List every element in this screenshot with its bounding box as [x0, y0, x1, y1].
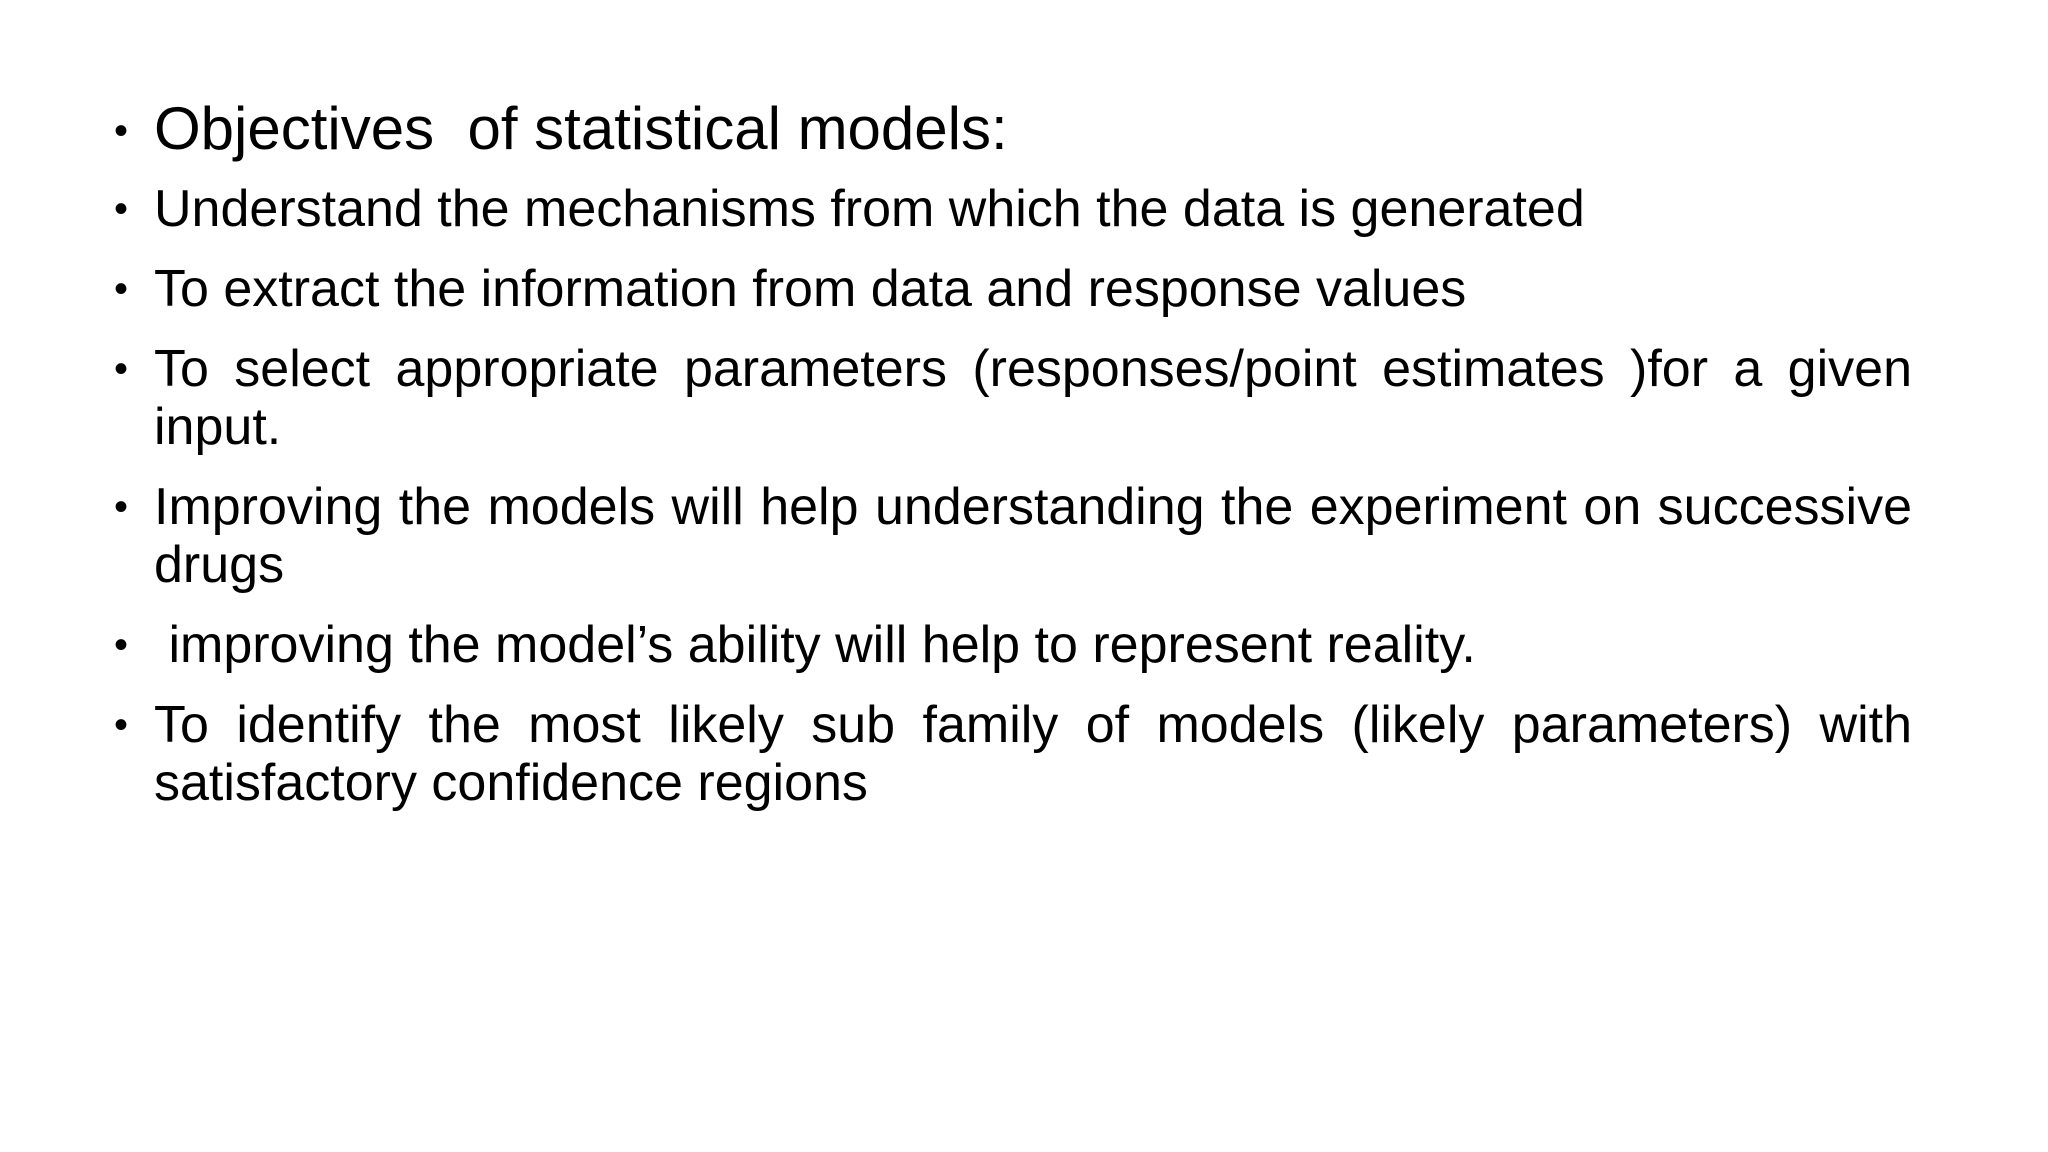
bullet-list — [112, 96, 1912, 834]
bullet-text: Improving the models will help understanding the experiment on successive drugs — [154, 478, 1912, 594]
bullet-dot-icon: • — [114, 703, 129, 747]
bullet-item — [112, 340, 1912, 456]
bullet-dot-icon: • — [114, 347, 129, 391]
bullet-dot-icon: • — [114, 485, 129, 529]
bullet-text: To extract the information from data and response values — [154, 260, 1467, 318]
bullet-text: To select appropriate parameters (responses/point estimates )for a given input. — [154, 340, 1912, 456]
bullet-item — [112, 260, 1912, 318]
bullet-dot-icon: • — [114, 109, 129, 153]
bullet-item — [112, 180, 1912, 238]
bullet-text: Objectives of statistical models: — [154, 95, 1008, 162]
bullet-text: improving the model’s ability will help to represent reality. — [154, 616, 1476, 674]
bullet-text: Understand the mechanisms from which the data is generated — [154, 180, 1585, 238]
bullet-dot-icon: • — [114, 623, 129, 667]
bullet-text: To identify the most likely sub family of models (likely parameters) with satisfactory confidence regions — [154, 696, 1912, 812]
bullet-item-heading — [112, 96, 1912, 162]
bullet-item — [112, 696, 1912, 812]
bullet-dot-icon: • — [114, 267, 129, 311]
bullet-dot-icon: • — [114, 187, 129, 231]
bullet-item — [112, 478, 1912, 594]
bullet-item — [112, 616, 1912, 674]
